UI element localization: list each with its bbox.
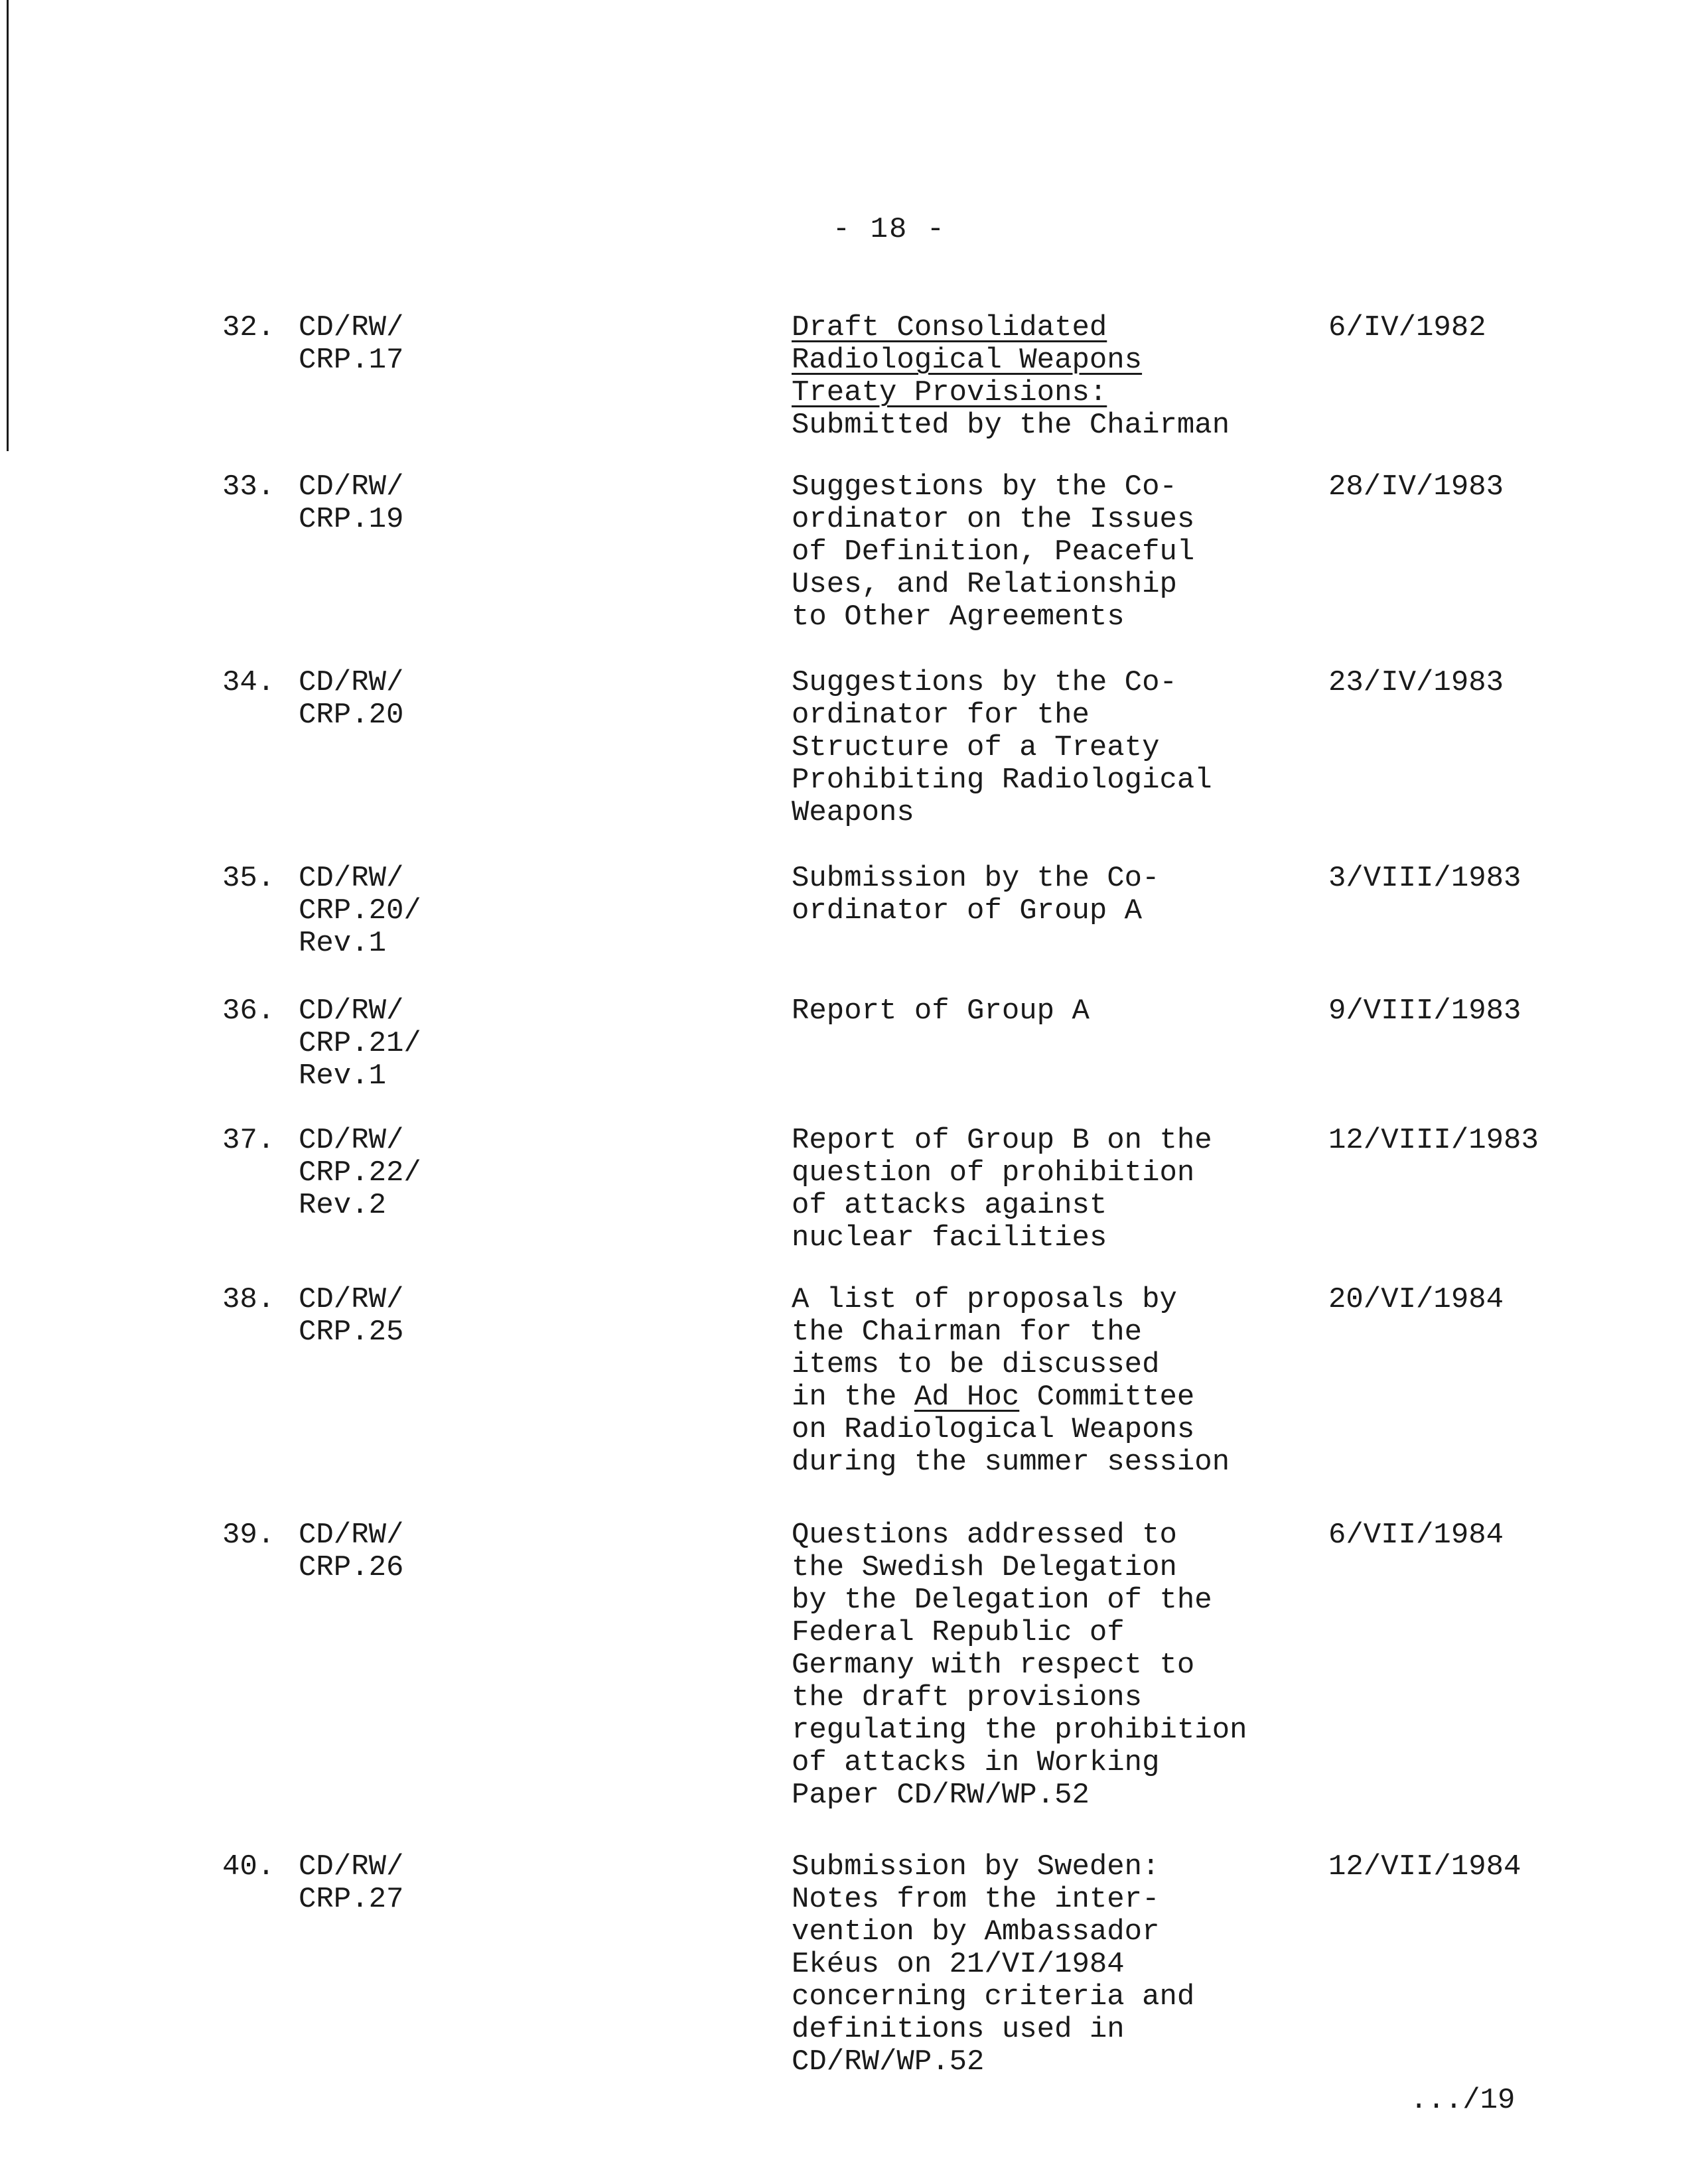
title-line-text: the draft provisions <box>792 1681 1143 1714</box>
title-line <box>792 1446 1336 1479</box>
title-line-text: ordinator for the <box>792 699 1090 732</box>
title-line <box>792 797 1336 829</box>
title-line-text: of attacks in Working <box>792 1746 1160 1779</box>
title-line-text: by the Delegation of the <box>792 1584 1212 1617</box>
document-symbol: CD/RW/ CRP.20 <box>299 666 404 732</box>
title-line-text: vention by Ambassador <box>792 1915 1160 1948</box>
document-title <box>792 1519 1336 1812</box>
title-line-text: Report of Group A <box>792 994 1090 1028</box>
title-line-text: Radiological Weapons <box>792 344 1143 377</box>
title-line-text: Draft Consolidated <box>792 311 1107 344</box>
document-title <box>792 1284 1336 1479</box>
title-line <box>792 1349 1336 1381</box>
title-line <box>792 862 1336 895</box>
title-line-text: regulating the prohibition <box>792 1714 1247 1747</box>
title-line-text: to Other Agreements <box>792 600 1125 634</box>
title-line <box>792 344 1336 377</box>
title-line <box>792 1157 1336 1190</box>
title-line <box>792 1316 1336 1349</box>
title-line <box>792 895 1336 927</box>
document-date: 9/VIII/1983 <box>1328 994 1521 1028</box>
entry-number: 36. <box>222 994 275 1028</box>
document-date: 12/VII/1984 <box>1328 1850 1521 1883</box>
title-line-text: the Swedish Delegation <box>792 1551 1177 1584</box>
document-date: 6/IV/1982 <box>1328 311 1486 344</box>
document-symbol: CD/RW/ CRP.20/ Rev.1 <box>299 862 421 960</box>
document-title <box>792 312 1336 442</box>
title-line <box>792 1284 1336 1316</box>
title-line <box>792 1190 1336 1222</box>
title-line <box>792 536 1336 569</box>
document-date: 20/VI/1984 <box>1328 1283 1504 1316</box>
title-line <box>792 1682 1336 1714</box>
document-title <box>792 1125 1336 1255</box>
title-line-text: on Radiological Weapons <box>792 1413 1195 1446</box>
entry-number: 33. <box>222 470 275 504</box>
title-line-text: Submitted by the Chairman <box>792 409 1230 442</box>
title-line <box>792 1851 1336 1883</box>
title-line-text: items to be discussed <box>792 1348 1160 1381</box>
document-symbol: CD/RW/ CRP.21/ Rev.1 <box>299 994 421 1093</box>
title-line <box>792 409 1336 442</box>
title-line <box>792 667 1336 699</box>
title-line <box>792 471 1336 504</box>
continuation-marker: .../19 <box>1410 2084 1516 2117</box>
title-line <box>792 601 1336 634</box>
title-line-text: Uses, and Relationship <box>792 568 1177 601</box>
document-symbol: CD/RW/ CRP.22/ Rev.2 <box>299 1124 421 1222</box>
title-line-text: ordinator of Group A <box>792 894 1143 927</box>
document-date: 3/VIII/1983 <box>1328 862 1521 895</box>
title-line <box>792 1381 1336 1414</box>
title-line <box>792 1649 1336 1682</box>
title-line <box>792 1222 1336 1255</box>
title-line-text: Submission by the Co- <box>792 862 1160 895</box>
title-line-text: CD/RW/WP.52 <box>792 2045 985 2079</box>
title-line <box>792 1714 1336 1747</box>
title-line <box>792 2013 1336 2046</box>
document-symbol: CD/RW/ CRP.19 <box>299 470 404 536</box>
title-line <box>792 1948 1336 1981</box>
title-line-text: question of prohibition <box>792 1156 1195 1190</box>
title-line-text: A list of proposals by <box>792 1283 1177 1316</box>
document-symbol: CD/RW/ CRP.25 <box>299 1283 404 1349</box>
title-line-text: of Definition, Peaceful <box>792 535 1195 569</box>
title-line <box>792 764 1336 797</box>
entry-number: 38. <box>222 1283 275 1316</box>
title-line <box>792 1552 1336 1584</box>
title-line-text: Suggestions by the Co- <box>792 666 1177 699</box>
title-line-text: during the summer session <box>792 1446 1230 1479</box>
title-segment: in the <box>792 1381 914 1414</box>
title-line <box>792 1916 1336 1948</box>
title-line <box>792 1617 1336 1649</box>
title-line <box>792 1883 1336 1916</box>
title-line <box>792 995 1336 1028</box>
document-date: 23/IV/1983 <box>1328 666 1504 699</box>
title-line <box>792 312 1336 344</box>
underlined-term: Ad Hoc <box>914 1381 1020 1414</box>
title-line-text: Suggestions by the Co- <box>792 470 1177 504</box>
title-line-text: concerning criteria and <box>792 1980 1195 2013</box>
document-title <box>792 1851 1336 2079</box>
title-line <box>792 504 1336 536</box>
title-line-text: Questions addressed to <box>792 1519 1177 1552</box>
title-line-text: Paper CD/RW/WP.52 <box>792 1779 1090 1812</box>
title-line-text: Prohibiting Radiological <box>792 764 1212 797</box>
document-date: 6/VII/1984 <box>1328 1519 1504 1552</box>
page-number: - 18 - <box>832 213 946 246</box>
title-line-text: Notes from the inter- <box>792 1883 1160 1916</box>
document-title <box>792 667 1336 829</box>
title-line <box>792 1414 1336 1446</box>
document-title <box>792 862 1336 927</box>
title-line-text: Ekéus on 21/VI/1984 <box>792 1948 1125 1981</box>
title-line <box>792 1779 1336 1812</box>
document-symbol: CD/RW/ CRP.26 <box>299 1519 404 1584</box>
title-line <box>792 569 1336 601</box>
entry-number: 39. <box>222 1519 275 1552</box>
title-line-text: Report of Group B on the <box>792 1124 1212 1157</box>
entry-number: 34. <box>222 666 275 699</box>
document-title <box>792 995 1336 1028</box>
title-line-text: nuclear facilities <box>792 1221 1107 1255</box>
entry-number: 37. <box>222 1124 275 1157</box>
title-line-text: Federal Republic of <box>792 1616 1125 1649</box>
entry-number: 35. <box>222 862 275 895</box>
title-line-text: Germany with respect to <box>792 1649 1195 1682</box>
document-symbol: CD/RW/ CRP.27 <box>299 1850 404 1916</box>
title-line-text: Treaty Provisions: <box>792 376 1107 409</box>
title-line <box>792 2046 1336 2079</box>
title-line <box>792 1981 1336 2013</box>
title-line <box>792 377 1336 409</box>
document-symbol: CD/RW/ CRP.17 <box>299 311 404 377</box>
title-line-text: of attacks against <box>792 1189 1107 1222</box>
title-segment: Committee <box>1019 1381 1195 1414</box>
title-line-text: Structure of a Treaty <box>792 731 1160 764</box>
title-line <box>792 1125 1336 1157</box>
document-date: 28/IV/1983 <box>1328 470 1504 504</box>
title-line <box>792 1519 1336 1552</box>
entry-number: 40. <box>222 1850 275 1883</box>
title-line-text: Submission by Sweden: <box>792 1850 1160 1883</box>
title-line-text: the Chairman for the <box>792 1316 1143 1349</box>
title-line-text: ordinator on the Issues <box>792 503 1195 536</box>
entry-number: 32. <box>222 311 275 344</box>
title-line <box>792 732 1336 764</box>
document-date: 12/VIII/1983 <box>1328 1124 1539 1157</box>
title-line-text: definitions used in <box>792 2013 1125 2046</box>
document-title <box>792 471 1336 634</box>
title-line-text: Weapons <box>792 796 914 829</box>
title-line <box>792 1584 1336 1617</box>
title-line <box>792 1747 1336 1779</box>
title-line <box>792 699 1336 732</box>
